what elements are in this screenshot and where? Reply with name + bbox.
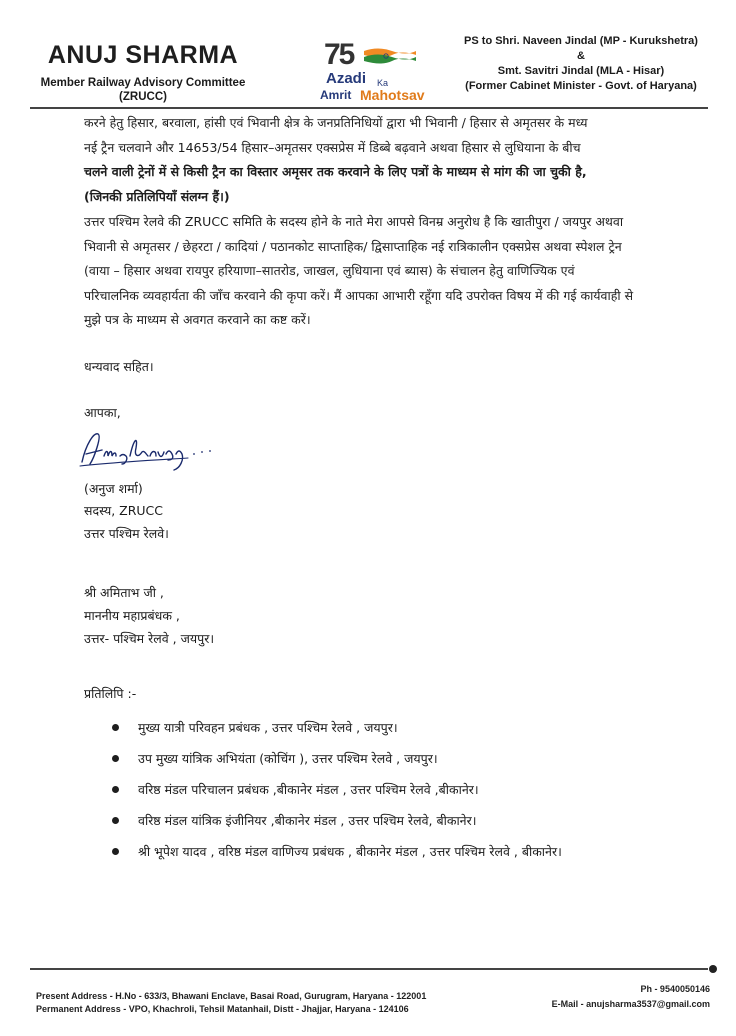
copy-to-item: वरिष्ठ मंडल परिचालन प्रबंधक ,बीकानेर मंडल , उत्तर पश्चिम रेलवे ,बीकानेर।	[138, 782, 479, 797]
list-item	[108, 811, 562, 837]
footer-contact	[500, 982, 710, 1012]
logo-amrit: Amrit	[320, 88, 352, 102]
list-item	[108, 718, 562, 744]
list-item	[108, 749, 562, 775]
sender-name: ANUJ SHARMA	[47, 41, 239, 69]
signatory-railway: उत्तर पश्चिम रेलवे।	[84, 526, 169, 541]
sender-committee: (ZRUCC)	[119, 91, 167, 103]
body-paragraph-1	[84, 111, 716, 209]
copy-to-item: वरिष्ठ मंडल यांत्रिक इंजीनियर ,बीकानेर मंडल , उत्तर पश्चिम रेलवे, बीकानेर।	[138, 813, 477, 828]
letterhead-left	[28, 40, 258, 104]
paragraph-line: नई ट्रैन चलवाने और 14653/54 हिसार–अमृतसर एक्सप्रेस में डिब्बे बढ़वाने अथवा हिसार से लुधियाना के बीच	[84, 139, 581, 155]
list-item	[108, 842, 562, 868]
azadi-ka-amrit-mahotsav-logo	[316, 38, 426, 104]
footer-divider	[30, 968, 708, 970]
header-divider	[30, 107, 708, 109]
sender-role: Member Railway Advisory Committee	[40, 77, 246, 89]
footer-addresses	[36, 990, 426, 1016]
bullet-icon	[112, 724, 119, 731]
copy-to-title: प्रतिलिपि :-	[84, 686, 137, 701]
flag-wave-icon	[362, 46, 418, 66]
handwritten-signature	[76, 424, 226, 476]
bullet-icon	[112, 755, 119, 762]
ps-line-mp: PS to Shri. Naveen Jindal (MP - Kurukshetra)	[464, 35, 698, 47]
signatory-role: सदस्य, ZRUCC	[84, 503, 164, 518]
ps-ampersand: &	[577, 50, 585, 62]
letterhead-right	[446, 34, 716, 94]
copy-to-item: उप मुख्य यांत्रिक अभियंता (कोचिंग ), उत्तर पश्चिम रेलवे , जयपुर।	[138, 751, 438, 766]
email-address: E-Mail - anujsharma3537@gmail.com	[551, 999, 710, 1009]
paragraph-line: मुझे पत्र के माध्यम से अवगत करवाने का कष्ट करें।	[84, 312, 311, 327]
paragraph-line: (जिनकी प्रतिलिपियाँ संलग्न हैं।)	[84, 188, 230, 204]
footer-dot-icon	[709, 965, 717, 973]
logo-ka: Ka	[377, 78, 389, 88]
ps-line-mla: Smt. Savitri Jindal (MLA - Hisar)	[497, 65, 665, 77]
paragraph-line: परिचालनिक व्यवहार्यता की जाँच करवाने की कृपा करें। मैं आपका आभारी रहूँगा यदि उपरोक्त विषय में की गई कार्यवाही से	[84, 287, 634, 303]
ps-line-former: (Former Cabinet Minister - Govt. of Haryana)	[465, 80, 697, 92]
signatory-name: (अनुज शर्मा)	[84, 481, 143, 496]
permanent-address: Permanent Address - VPO, Khachroli, Tehsil Matanhail, Distt - Jhajjar, Haryana - 124106	[36, 1004, 409, 1014]
paragraph-line: उत्तर पश्चिम रेलवे की ZRUCC समिति के सदस्य होने के नाते मेरा आपसे विनम्र अनुरोध है कि खातीपुरा / जयपुर अथवा	[84, 214, 624, 229]
list-item	[108, 780, 562, 806]
recipient-designation: माननीय महाप्रबंधक ,	[84, 608, 180, 623]
paragraph-line: चलने वाली ट्रेनों में से किसी ट्रैन का विस्तार अमृसर तक करवाने के लिए पत्रों के माध्यम से मांग की जा चुकी है,	[84, 164, 587, 179]
closing-thanks: धन्यवाद सहित।	[84, 359, 154, 374]
recipient-name: श्री अमिताभ जी ,	[84, 585, 164, 600]
bullet-icon	[112, 817, 119, 824]
logo-azadi: Azadi	[326, 70, 367, 87]
present-address: Present Address - H.No - 633/3, Bhawani Enclave, Basai Road, Gurugram, Haryana - 122001	[36, 991, 427, 1001]
logo-number: 75	[324, 38, 354, 71]
phone-number: Ph - 9540050146	[640, 984, 710, 994]
recipient-office: उत्तर- पश्चिम रेलवे , जयपुर।	[84, 631, 215, 646]
copy-to-item: श्री भूपेश यादव , वरिष्ठ मंडल वाणिज्य प्रबंधक , बीकानेर मंडल , उत्तर पश्चिम रेलवे , बीकानेर।	[138, 844, 562, 859]
copy-to-list	[108, 718, 562, 868]
bullet-icon	[112, 786, 119, 793]
paragraph-line: (वाया – हिसार अथवा रायपुर हरियाणा–सातरोड, जाखल, लुधियाना एवं ब्यास) के संचालन हेतु वाणिज्यिक एवं	[84, 263, 575, 278]
body-paragraph-2	[84, 210, 716, 333]
paragraph-line: भिवानी से अमृतसर / छेहरटा / कादियां / पठानकोट साप्ताहिक/ द्विसाप्ताहिक नई रात्रिकालीन एक्सप्रेस अथवा स्पेशल ट्रेन	[84, 238, 622, 254]
copy-to-item: मुख्य यात्री परिवहन प्रबंधक , उत्तर पश्चिम रेलवे , जयपुर।	[138, 720, 398, 735]
closing-yours: आपका,	[84, 405, 121, 420]
logo-mahotsav: Mahotsav	[360, 87, 425, 103]
paragraph-line: करने हेतु हिसार, बरवाला, हांसी एवं भिवानी क्षेत्र के जनप्रतिनिधियों द्वारा भी भिवानी / हिसार से अमृतसर के मध्य	[84, 115, 588, 130]
bullet-icon	[112, 848, 119, 855]
